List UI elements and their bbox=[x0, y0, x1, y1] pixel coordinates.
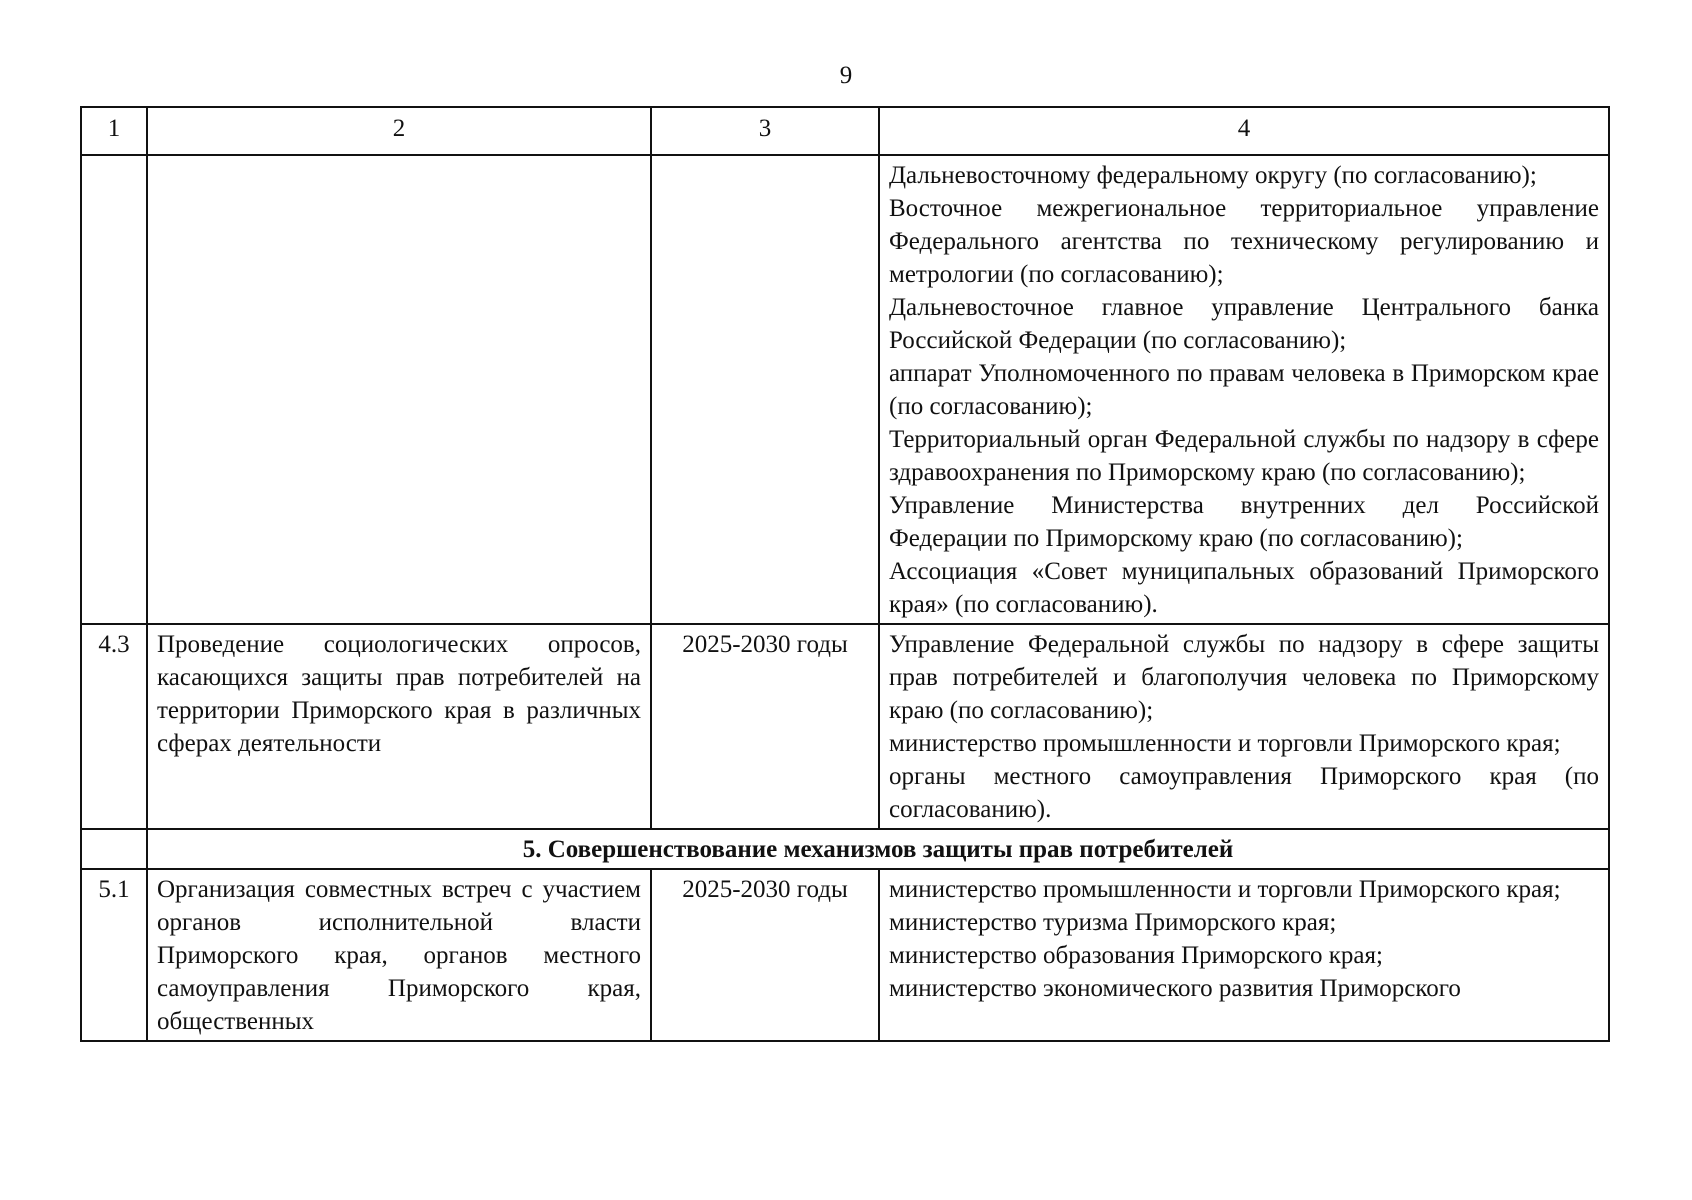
section-row bbox=[81, 829, 1609, 869]
header-col-2: 2 bbox=[147, 107, 651, 155]
page-number: 9 bbox=[839, 62, 853, 89]
executor-entry: Управление Министерства внутренних дел Российской Федерации по Приморскому краю (по согласованию); bbox=[889, 492, 1599, 552]
event-cell bbox=[147, 155, 651, 624]
header-col-3: 3 bbox=[651, 107, 879, 155]
executor-entry: министерство промышленности и торговли Приморского края; bbox=[889, 876, 1561, 903]
executors-cell bbox=[879, 869, 1609, 1041]
row-number: 5.1 bbox=[81, 869, 147, 1041]
row-number bbox=[81, 155, 147, 624]
event-cell: Организация совместных встреч с участием органов исполнительной власти Приморского края, органов местного самоуправления Приморского края, общественных bbox=[147, 869, 651, 1041]
header-col-1: 1 bbox=[81, 107, 147, 155]
table-row bbox=[81, 869, 1609, 1041]
executor-entry: Дальневосточному федеральному округу (по согласованию); bbox=[889, 162, 1537, 189]
executor-entry: министерство туризма Приморского края; bbox=[889, 909, 1337, 936]
executor-entry: Ассоциация «Совет муниципальных образований Приморского края» (по согласованию). bbox=[889, 558, 1599, 618]
table-row bbox=[81, 155, 1609, 624]
table-row bbox=[81, 624, 1609, 829]
executor-entry: аппарат Уполномоченного по правам человека в Приморском крае (по согласованию); bbox=[889, 360, 1599, 420]
period-cell: 2025-2030 годы bbox=[651, 624, 879, 829]
executor-entry: министерство промышленности и торговли Приморского края; bbox=[889, 730, 1561, 757]
row-number: 4.3 bbox=[81, 624, 147, 829]
measures-table bbox=[80, 106, 1610, 1042]
executor-entry: Территориальный орган Федеральной службы по надзору в сфере здравоохранения по Приморскому краю (по согласованию); bbox=[889, 426, 1599, 486]
header-col-4: 4 bbox=[879, 107, 1609, 155]
executors-cell bbox=[879, 624, 1609, 829]
executors-cell bbox=[879, 155, 1609, 624]
executor-entry: органы местного самоуправления Приморского края (по согласованию). bbox=[889, 763, 1599, 823]
executor-entry: министерство экономического развития Приморского bbox=[889, 975, 1461, 1002]
period-cell bbox=[651, 155, 879, 624]
executor-entry: министерство образования Приморского края; bbox=[889, 942, 1383, 969]
period-cell: 2025-2030 годы bbox=[651, 869, 879, 1041]
executor-entry: Восточное межрегиональное территориальное управление Федерального агентства по техническому регулированию и метрологии (по согласованию); bbox=[889, 195, 1599, 288]
event-cell: Проведение социологических опросов, касающихся защиты прав потребителей на территории Приморского края в различных сферах деятельности bbox=[147, 624, 651, 829]
section-title: 5. Совершенствование механизмов защиты прав потребителей bbox=[147, 829, 1609, 869]
table-header-row bbox=[81, 107, 1609, 155]
executor-entry: Управление Федеральной службы по надзору в сфере защиты прав потребителей и благополучия человека по Приморскому краю (по согласованию); bbox=[889, 631, 1599, 724]
executor-entry: Дальневосточное главное управление Центрального банка Российской Федерации (по согласованию); bbox=[889, 294, 1599, 354]
row-number bbox=[81, 829, 147, 869]
